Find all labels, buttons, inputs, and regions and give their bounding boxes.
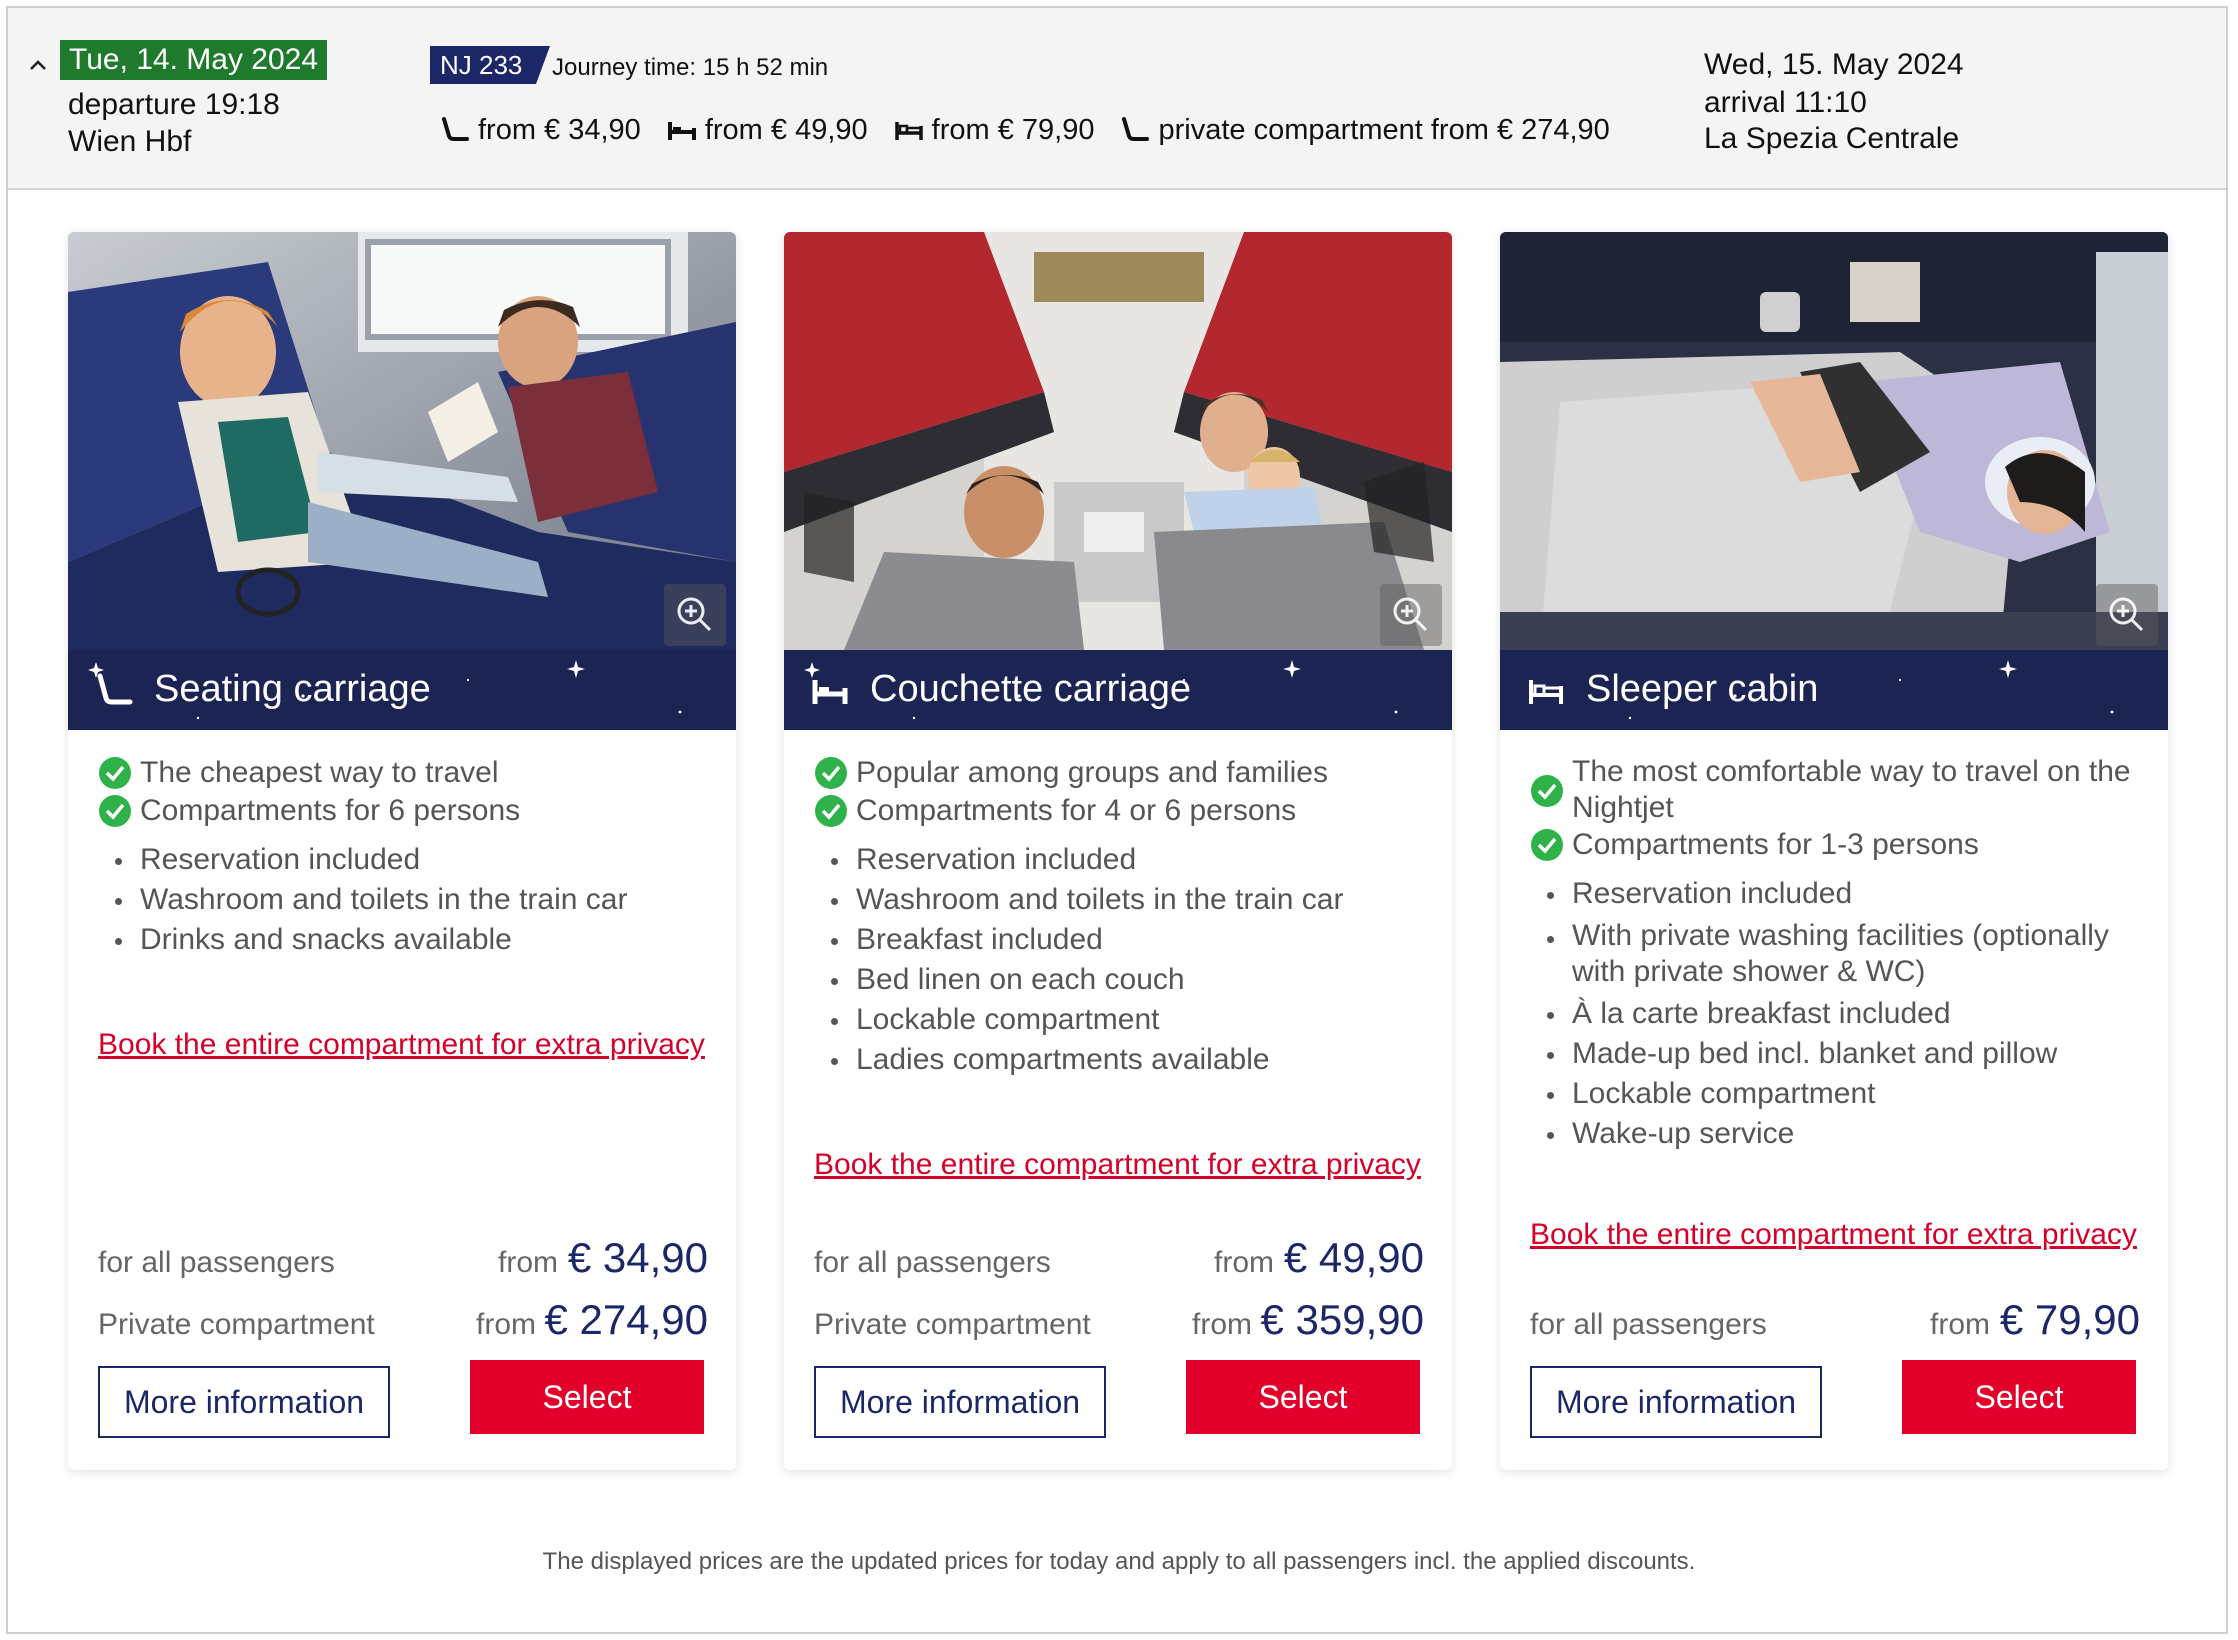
book-compartment-link[interactable]: Book the entire compartment for extra privacy [98,1028,705,1061]
check-item: Compartments for 6 persons [98,792,718,830]
list-item: Ladies compartments available [814,1040,1434,1080]
list-item: Drinks and snacks available [98,920,718,960]
train-number-badge [430,46,536,84]
check-circle-icon [1530,774,1564,808]
check-item: Popular among groups and families [814,754,1434,792]
check-item: The most comfortable way to travel on the Nightjet [1530,754,2150,826]
price-label: for all passengers [814,1246,1051,1279]
price-label: Private compartment [814,1308,1091,1341]
price-from: from [1930,1308,1990,1341]
list-item: Made-up bed incl. blanket and pillow [1530,1034,2150,1074]
check-circle-icon [814,794,848,828]
check-circle-icon [98,756,132,790]
zoom-icon[interactable] [664,584,726,646]
check-item: Compartments for 4 or 6 persons [814,792,1434,830]
fare-private: private compartment from € 274,90 [1120,114,1609,147]
connection-header[interactable] [8,8,2226,190]
fare-couchette: from € 49,90 [667,114,868,147]
couchette-card [784,232,1452,1470]
price-from: from [476,1308,536,1341]
select-button[interactable]: Select [470,1360,704,1434]
check-circle-icon [814,756,848,790]
zoom-icon[interactable] [2096,584,2158,646]
journey-time: Journey time: 15 h 52 min [552,54,829,81]
card-title: Sleeper cabin [1586,668,1819,710]
list-item: À la carte breakfast included [1530,994,2150,1034]
fare-summary [440,110,1636,150]
seat-icon [94,672,134,710]
departure-station: Wien Hbf [68,125,192,158]
sleeper-banner [1500,650,2168,730]
price-from: from [1192,1308,1252,1341]
price-row-all [98,1232,708,1282]
chevron-up-icon[interactable] [26,54,50,78]
select-button[interactable]: Select [1186,1360,1420,1434]
price-value: € 274,90 [544,1296,708,1343]
connection-panel [6,6,2228,1634]
more-information-button[interactable]: More information [1530,1366,1822,1438]
couchette-icon [667,116,697,144]
card-title: Seating carriage [154,668,431,710]
price-row-private [814,1294,1424,1344]
bed-icon [1526,672,1566,710]
train-number: NJ 233 [440,50,523,80]
price-label: for all passengers [1530,1308,1767,1341]
list-item: With private washing facilities (optionally with private shower & WC) [1530,918,2150,990]
price-value: € 49,90 [1283,1234,1424,1281]
list-item: Bed linen on each couch [814,960,1434,1000]
couchette-icon [810,672,850,710]
list-item: Reservation included [98,840,718,880]
list-item: Washroom and toilets in the train car [814,880,1434,920]
book-compartment-link[interactable]: Book the entire compartment for extra privacy [814,1148,1421,1181]
feature-list [814,754,1434,1080]
seating-photo[interactable] [68,232,736,650]
list-item: Washroom and toilets in the train car [98,880,718,920]
list-item: Reservation included [814,840,1434,880]
check-circle-icon [98,794,132,828]
price-footnote: The displayed prices are the updated prices for today and apply to all passengers incl. the applied discounts. [542,1548,1696,1575]
departure-time: departure 19:18 [68,88,280,121]
feature-list [1530,754,2150,1154]
sleeper-card [1500,232,2168,1470]
select-button[interactable]: Select [1902,1360,2136,1434]
list-item: Wake-up service [1530,1114,2150,1154]
sleeper-photo[interactable] [1500,232,2168,650]
check-item: Compartments for 1-3 persons [1530,826,2150,864]
seating-banner [68,650,736,730]
price-value: € 34,90 [567,1234,708,1281]
price-label: Private compartment [98,1308,375,1341]
more-information-button[interactable]: More information [814,1366,1106,1438]
bed-icon [894,116,924,144]
fare-seat: from € 34,90 [440,114,641,147]
couchette-photo[interactable] [784,232,1452,650]
price-from: from [1214,1246,1274,1279]
feature-list [98,754,718,960]
check-item: The cheapest way to travel [98,754,718,792]
list-item: Lockable compartment [814,1000,1434,1040]
check-circle-icon [1530,828,1564,862]
book-compartment-link[interactable]: Book the entire compartment for extra privacy [1530,1218,2137,1251]
amenity-list [98,840,718,960]
list-item: Breakfast included [814,920,1434,960]
price-value: € 79,90 [1999,1296,2140,1343]
arrival-station: La Spezia Centrale [1704,122,1960,155]
fare-sleeper: from € 79,90 [894,114,1095,147]
more-information-button[interactable]: More information [98,1366,390,1438]
price-row-all [814,1232,1424,1282]
seating-card [68,232,736,1470]
price-row-all [1530,1294,2140,1344]
price-value: € 359,90 [1260,1296,1424,1343]
list-item: Reservation included [1530,874,2150,914]
arrival-date: Wed, 15. May 2024 [1704,48,1964,81]
price-label: for all passengers [98,1246,335,1279]
amenity-list [814,840,1434,1080]
card-title: Couchette carriage [870,668,1192,710]
list-item: Lockable compartment [1530,1074,2150,1114]
price-row-private [98,1294,708,1344]
seat-icon [1120,116,1150,144]
departure-date: Tue, 14. May 2024 [60,40,327,80]
couchette-banner [784,650,1452,730]
arrival-time: arrival 11:10 [1704,86,1867,119]
price-from: from [498,1246,558,1279]
zoom-icon[interactable] [1380,584,1442,646]
seat-icon [440,116,470,144]
amenity-list [1530,874,2150,1154]
